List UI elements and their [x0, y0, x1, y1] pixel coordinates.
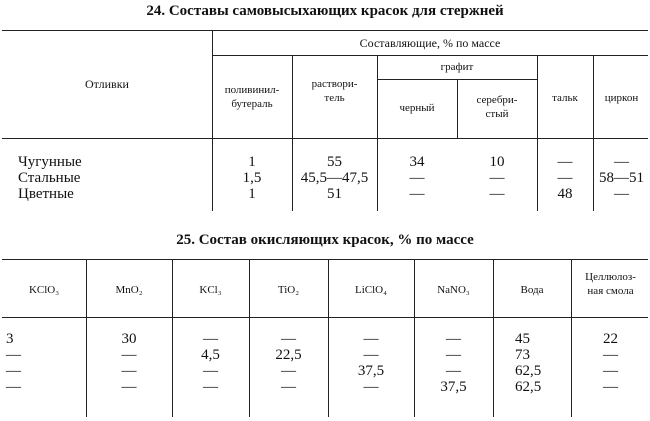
table24-header-zircon: циркон — [604, 92, 639, 104]
table24-cell-silver-1: — — [489, 170, 505, 186]
table24-cell-black-1: — — [409, 170, 425, 186]
table25-header-liclo4: LiClO₄ — [355, 284, 387, 296]
table24-cell-zircon-1: 58—51 — [599, 170, 644, 186]
table24-header-silver: серебри- стый — [476, 94, 518, 120]
table24-header-talc: тальк — [552, 92, 578, 104]
table25-top-rule — [2, 259, 648, 260]
table25-col-kcl3: — 4,5 — — — [201, 331, 220, 395]
table24-cell-zircon-0: — — [614, 154, 629, 170]
table24-cell-talc-0: — — [557, 154, 573, 170]
table25-header-kcl3: KCl₃ — [199, 284, 222, 296]
table25-header-nano3: NaNO₃ — [437, 284, 470, 296]
table24-cell-solvent-1: 45,5—47,5 — [300, 170, 369, 186]
table24-cell-silver-2: — — [489, 186, 505, 202]
table25-title: 25. Состав окисляющих красок, % по массе — [176, 232, 474, 248]
table25-col-water: 45 73 62,5 62,5 — [515, 331, 542, 395]
table24-header-components: Составляющие, % по массе — [359, 36, 501, 50]
table25-header-cellulose-resin: Целлюлоз- ная смола — [585, 271, 636, 297]
table24-header-castings: Отливки — [85, 77, 129, 91]
table25-header-tio2: TiO₂ — [277, 284, 300, 296]
table25-header-water: Вода — [520, 284, 544, 296]
table24-row-cast-iron: Чугунные — [18, 154, 82, 170]
table25-col-cellulose-resin: 22 — — — — [603, 331, 618, 395]
table24-cell-talc-2: 48 — [557, 186, 573, 202]
table24-top-rule — [2, 30, 648, 31]
table24-header-pvb: поливинил- бутераль — [224, 84, 280, 110]
table25-col-nano3: — — — 37,5 — [440, 331, 467, 395]
table24-header-black: черный — [399, 102, 435, 114]
table24-cell-solvent-0: 55 — [327, 154, 342, 170]
table24-cell-pvb-0: 1 — [248, 154, 256, 170]
table24-cell-black-2: — — [409, 186, 425, 202]
table25-header-bottom-rule — [2, 317, 648, 318]
table25-header-mno2: MnO₂ — [115, 284, 143, 296]
table24-title: 24. Составы самовысыхающих красок для стержней — [146, 3, 504, 19]
table24-cell-talc-1: — — [557, 170, 573, 186]
table25-header-kclo3: KClO₃ — [28, 284, 60, 296]
table24-cell-black-0: 34 — [409, 154, 425, 170]
table25-col-liclo4: — — 37,5 — — [357, 331, 385, 395]
table25-col-kclo3: 3 — — — — [6, 331, 21, 395]
table24-cell-solvent-2: 51 — [327, 186, 342, 202]
table24-header-solvent: раствори- тель — [311, 78, 358, 104]
table24-header-bottom-rule — [2, 138, 648, 139]
table25-col-tio2: — 22,5 — — — [275, 331, 302, 395]
table24-header-graphite: графит — [440, 61, 474, 73]
table24-cell-pvb-2: 1 — [248, 186, 256, 202]
table24-cell-silver-0: 10 — [489, 154, 505, 170]
table24-cell-pvb-1: 1,5 — [242, 170, 262, 186]
table24-row-steel: Стальные — [18, 170, 81, 186]
table24-row-nonferrous: Цветные — [18, 186, 74, 202]
table24-cell-zircon-2: — — [614, 186, 629, 202]
table24-components-rule — [212, 55, 648, 56]
table25-col-mno2: 30 — — — — [121, 331, 137, 395]
